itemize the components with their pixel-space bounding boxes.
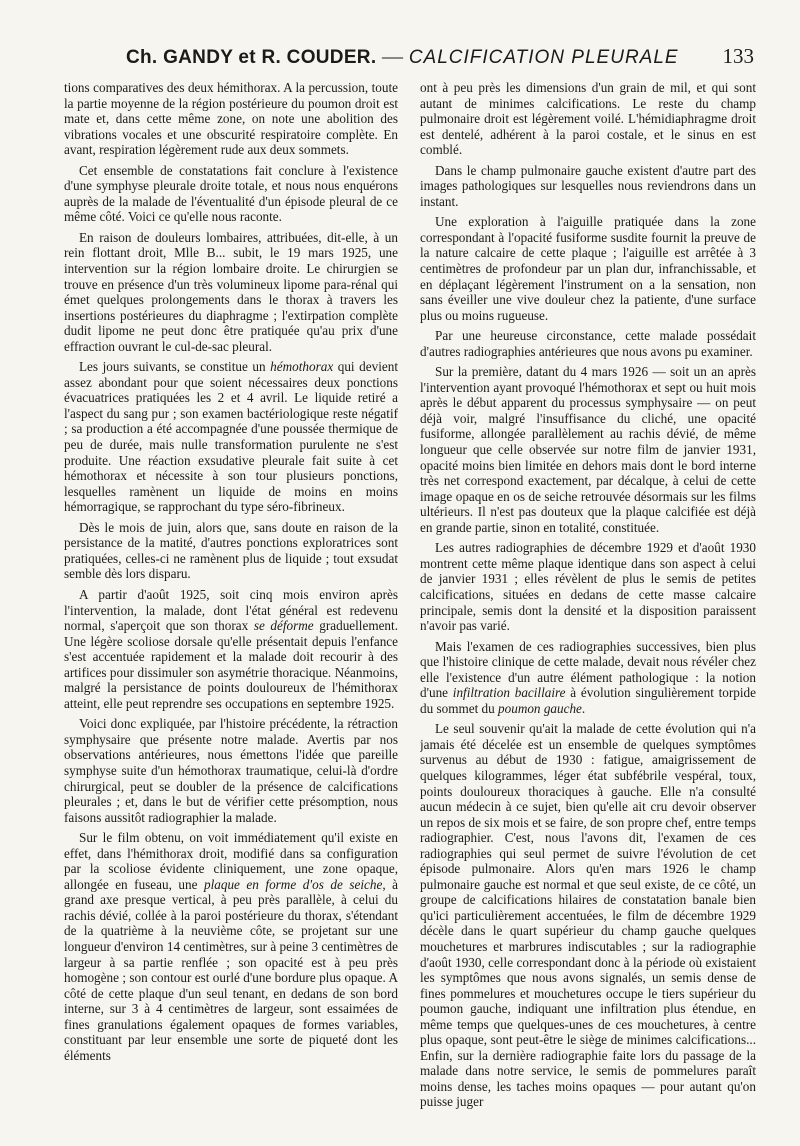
paragraph: Dès le mois de juin, alors que, sans doute en raison de la persistance de la matité, d'autres ponctions exploratrices sont pratiquées, celles-ci ne ramènent plus de liquide ; tout exsudat semble dès lors disparu. — [64, 519, 398, 582]
paragraph — [64, 587, 398, 711]
paragraph-text: . — [581, 700, 586, 716]
paragraph-text: Les jours suivants, se constitue un — [79, 359, 271, 375]
running-header — [56, 44, 760, 74]
paragraph: Le seul souvenir qu'ait la malade de cette évolution qui n'a jamais été décelée est un ensemble de quelques symptômes survenus au début de 1930 : fatigue, amaigrissement de quelques kilogrammes, léger état subfébrile vespéral, toux, points douloureux thoraciques à gauche. Elle n'a consulté aucun médecin à ce sujet, bien qu'elle ait cru devoir observer un repos de six mois et se faire, de son propre chef, entre temps radiographier. C'est, nous l'avons dit, l'examen de ces radiographies qui seul permet de suivre l'évolution de cet épisode pulmonaire. Alors qu'en mars 1926 le champ pulmonaire gauche est normal et que seul existe, de ce côté, un groupe de calcifications hilaires de constatation banale bien qu'ici particulièrement accentuées, le film de décembre 1929 décèle dans le quart supérieur du champ gauche quelques mouchetures et marbrures indiscutables ; sur la radiographie d'août 1930, celle correspondant donc à la période où existaient les symptômes que nous avons signalés, un semis dense de fines pommelures et mouchetures occupe le tiers supérieur du poumon gauche, indiquant une infiltration plus étendue, en même temps que quelques-unes de ces mouchetures, à centre plus opaque, sont peut-être le siège de minimes calcifications... Enfin, sur la dernière radiographie faite lors du passage de la malade dans notre service, le semis de pommelures paraît moins dense, les taches moins opaques — pour autant qu'on puisse juger — [420, 721, 756, 1110]
paragraph: Les autres radiographies de décembre 1929 et d'août 1930 montrent cette même plaque identique dans son aspect à celui de janvier 1931 ; elles révèlent de plus le semis de petites calcifications, situées en dedans de cette masse calcaire principale, semis dont la densité et la disposition paraissent n'avoir pas varié. — [420, 540, 756, 634]
paragraph-text: Mais l'examen de ces radiographies successives, bien plus que l'histoire clinique de cette malade, devait nous révéler chez elle l'existence d'un autre élément pathologique : la notion d'une — [420, 638, 756, 701]
paragraph-text: qui devient assez abondant pour que soient nécessaires deux ponctions évacuatrices pratiquées les 2 et 4 avril. Le liquide retiré a l'aspect du sang pur ; son examen bactériologique reste négatif ; sa production a été accompagnée d'une poussée thermique de peu de durée, mais nulle transformation purulente ne s'est produite. Une réaction exsudative pleurale fait suite à cet hémothorax et nécessite à son tour plusieurs ponctions, lesquelles ramènent un liquide de moins en moins hémorragique, se rapprochant du type séro-fibrineux. — [64, 359, 398, 515]
paragraph: Voici donc expliquée, par l'histoire précédente, la rétraction symphysaire que présente notre malade. Avertis par nos observations antérieures, nous émettons l'idée que pareille symphyse suite d'un hémothorax traumatique, celui-là d'ordre chirurgical, peut se doubler de la présence de calcifications pleurales ; et, dans le but de vérifier cette présomption, nous faisons aussitôt radiographier la malade. — [64, 716, 398, 825]
paragraph: En raison de douleurs lombaires, attribuées, dit-elle, à un rein flottant droit, Mlle B... subit, le 19 mars 1925, une intervention sur la région lombaire droite. Le chirurgien se trouve en présence d'un très volumineux lipome para-rénal qui émet quelques prolongements dans le thorax à travers les insertions postérieures du diaphragme ; l'extirpation complète dudit lipome ne peut donc être pratiquée qu'au prix d'une effraction ouvrant le cul-de-sac pleural. — [64, 229, 398, 354]
paragraph: Cet ensemble de constatations fait conclure à l'existence d'une symphyse pleurale droite totale, et nous nous enquérons auprès de la malade de l'éventualité d'un épisode pleural de ce même côté. Voici ce qu'elle nous raconte. — [64, 162, 398, 225]
paragraph — [64, 830, 398, 1063]
paragraph-text: à évolution singulièrement torpide du sommet du — [420, 685, 756, 716]
paragraph: ont à peu près les dimensions d'un grain de mil, et qui sont autant de minimes calcifications. Le reste du champ pulmonaire droit est légèrement voilé. L'hémidiaphragme droit est dentelé, adhérent à la paroi costale, et le sinus en est comblé. — [420, 80, 756, 158]
paragraph: Par une heureuse circonstance, cette malade possédait d'autres radiographies antérieures que nous avons pu examiner. — [420, 328, 756, 359]
paragraph-text: A partir d'août 1925, soit cinq mois environ après l'intervention, la malade, dont l'état général est redevenu normal, s'aperçoit que son thorax — [64, 586, 398, 634]
emphasis: infiltration bacillaire — [452, 685, 566, 701]
header-topic: CALCIFICATION PLEURALE — [408, 47, 679, 68]
paragraph-text: graduellement. Une légère scoliose dorsale qu'elle présentait depuis l'enfance s'est accentuée rapidement et la malade doit recourir à des artifices pour dissimuler son asymétrie thoracique. Néanmoins, malgré la persistance de points douloureux de l'hémithorax atteint, elle peut reprendre ses occupations en septembre 1925. — [64, 618, 398, 711]
page-number: 133 — [722, 44, 754, 68]
paragraph-text: , à grand axe presque vertical, à peu près parallèle, à celui du rachis dévié, collée à la paroi postérieure du thorax, s'étendant de la quatrième à la neuvième côte, se projetant sur une longueur d'environ 14 centimètres, sur à peine 3 centimètres de largeur à sa partie renflée ; son opacité est à peu près homogène ; son contour est ourlé d'une bordure plus opaque. A côté de cette plaque d'un seul tenant, en dedans de son bord interne, sur 3 à 4 centimètres de largeur, sont essaimées de fines granulations également opaques de formes variables, constituant par leur ensemble une sorte de piqueté dont les éléments — [64, 876, 398, 1063]
emphasis: poumon gauche — [498, 700, 582, 716]
right-column — [420, 80, 756, 1120]
running-title — [126, 44, 679, 69]
paragraph: Une exploration à l'aiguille pratiquée dans la zone correspondant à l'opacité fusiforme susdite fournit la preuve de la nature calcaire de cette plaque ; l'aiguille est arrêtée à 3 centimètres de profondeur par un plan dur, infranchissable, et en déplaçant légèrement l'instrument on a la sensation, non sans éveiller une vive douleur chez la patiente, d'une surface plus ou moins rugueuse. — [420, 214, 756, 323]
paragraph: Sur la première, datant du 4 mars 1926 — soit un an après l'intervention ayant provoqué l'hémothorax et sept ou huit mois après le début apparent du processus symphysaire — on peut déjà voir, malgré l'insuffisance du cliché, une opacité fusiforme, allongée parallèlement au rachis dévié, de même longueur que celle observée sur notre film de janvier 1931, opacité moins bien limitée en dehors mais dont le bord interne très net correspond exactement, par décalque, à celui de cette image opaque en os de seiche retrouvée désormais sur les films ultérieurs. Il n'est pas douteux que la plaque calcifiée est déjà en grande partie, sinon en totalité, constituée. — [420, 364, 756, 535]
paragraph: tions comparatives des deux hémithorax. A la percussion, toute la partie moyenne de la région postérieure du poumon droit est mate et, dans cette même zone, on note une abolition des vibrations vocales et une obscurité respiratoire complète. En avant, respiration légèrement rude aux deux sommets. — [64, 80, 398, 158]
paragraph: Dans le champ pulmonaire gauche existent d'autre part des images pathologiques sur lesquelles nous reviendrons dans un instant. — [420, 162, 756, 209]
paragraph — [64, 359, 398, 514]
left-column — [64, 80, 398, 1120]
emphasis: hémothorax — [270, 359, 334, 375]
paragraph-text: Sur le film obtenu, on voit immédiatement qu'il existe en effet, dans l'hémithorax droit, modifié dans sa configuration par la scoliose évidente cliniquement, une zone opaque, allongée en fuseau, une — [64, 830, 398, 892]
header-authors: Ch. GANDY et R. COUDER. — [126, 47, 377, 68]
header-dash: — — [376, 44, 409, 68]
paragraph — [420, 639, 756, 717]
emphasis: plaque en forme d'os de seiche — [204, 876, 383, 892]
emphasis: se déforme — [253, 618, 314, 634]
